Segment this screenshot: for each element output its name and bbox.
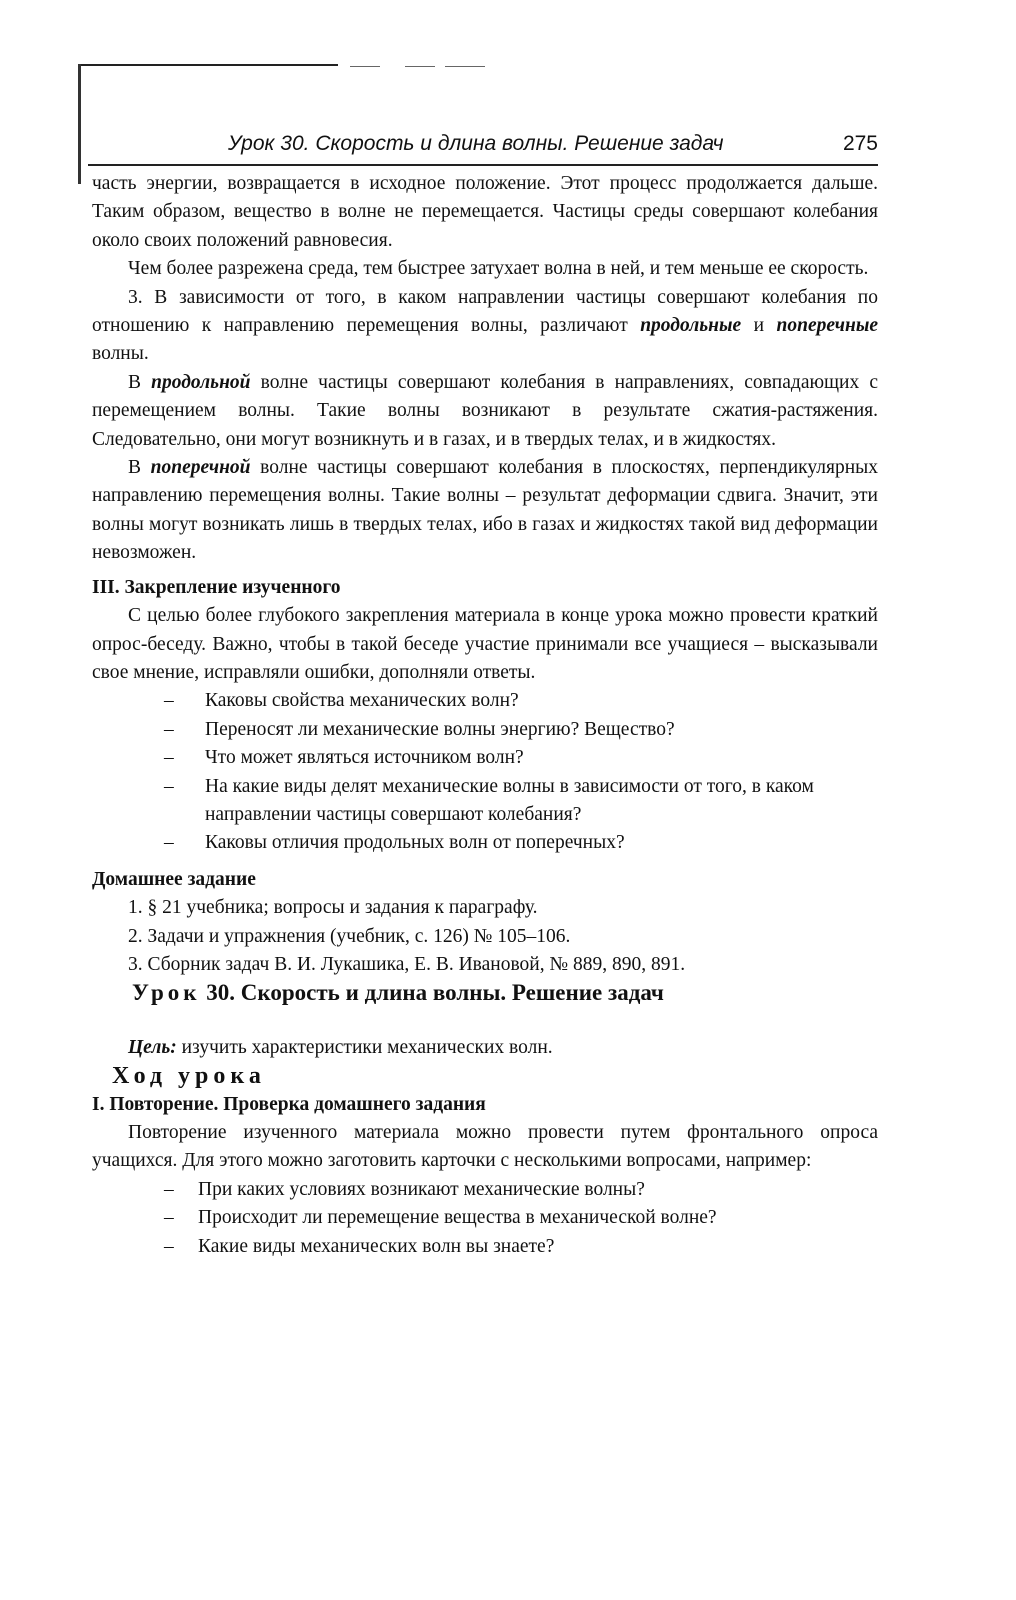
homework-item: 1. § 21 учебника; вопросы и задания к параграфу.	[128, 897, 538, 919]
question-text: При каких условиях возникают механические волны?	[198, 1178, 645, 1200]
list-item	[92, 716, 878, 744]
lesson-title	[92, 979, 878, 1007]
lesson-goal	[92, 1034, 878, 1062]
top-rule	[80, 64, 338, 66]
text: волны.	[92, 343, 149, 365]
question-list	[92, 687, 878, 857]
paragraph: Повторение изученного материала можно провести путем фронтального опроса учащихся. Для этого можно заготовить карточки с несколькими вопросами, например:	[92, 1122, 878, 1172]
paragraph	[92, 284, 878, 369]
lesson-title-prefix: Урок	[132, 980, 201, 1006]
text: В	[128, 457, 142, 479]
question-text: Каковы отличия продольных волн от поперечных?	[205, 832, 625, 854]
homework-list	[92, 894, 878, 979]
dash: –	[164, 747, 174, 769]
dash: –	[164, 1235, 174, 1257]
goal-text: изучить характеристики механических волн.	[181, 1036, 553, 1058]
running-header	[88, 130, 878, 166]
list-item	[92, 1233, 878, 1261]
dash: –	[164, 775, 174, 797]
text: 3. В зависимости от того, в каком направлении частицы совершают колебания по отношению к направлению перемещения волны, различают	[92, 286, 878, 337]
question-list	[92, 1176, 878, 1261]
term-transverse: поперечной	[150, 457, 251, 479]
goal-label: Цель:	[128, 1036, 177, 1058]
dash: –	[164, 832, 174, 854]
term-transverse: поперечные	[776, 315, 879, 337]
text: и	[753, 315, 765, 337]
text: волне частицы совершают колебания в плоскостях, перпендикулярных направлению перемещения волны. Такие волны – результат деформации сдвига. Значит, эти волны могут возникать лишь в твердых телах, ибо в газах и жидкостях такой вид деформации невозможен.	[92, 457, 878, 564]
list-item	[92, 744, 878, 772]
list-item	[92, 773, 878, 830]
dash: –	[164, 718, 174, 740]
question-text: Происходит ли перемещение вещества в механической волне?	[198, 1207, 717, 1229]
paragraph	[92, 454, 878, 568]
list-item	[92, 1204, 878, 1232]
homework-item: 2. Задачи и упражнения (учебник, с. 126) № 105–106.	[128, 925, 571, 947]
section-heading: III. Закрепление изученного	[92, 576, 341, 598]
homework-heading: Домашнее задание	[92, 868, 256, 890]
list-item	[92, 1176, 878, 1204]
top-dash	[445, 66, 485, 67]
term-longitudinal: продольные	[640, 315, 742, 337]
question-text: Каковы свойства механических волн?	[205, 690, 519, 712]
paragraph: Чем более разрежена среда, тем быстрее затухает волна в ней, и тем меньше ее скорость.	[128, 258, 869, 280]
text: волне частицы совершают колебания в направлениях, совпадающих с перемещением волны. Такие волны возникают в результате сжатия-растяжения. Следовательно, они могут возникнуть и в газах, и в твердых телах, и в жидкостях.	[92, 371, 879, 450]
dash: –	[164, 1207, 174, 1229]
homework-item: 3. Сборник задач В. И. Лукашика, Е. В. Ивановой, № 889, 890, 891.	[128, 953, 686, 975]
question-text: Переносят ли механические волны энергию? Вещество?	[205, 718, 675, 740]
question-text: Какие виды механических волн вы знаете?	[198, 1235, 555, 1257]
lesson-title-text: 30. Скорость и длина волны. Решение задач	[206, 980, 664, 1006]
term-longitudinal: продольной	[151, 371, 251, 393]
paragraph	[92, 369, 878, 454]
page-edge	[78, 64, 81, 184]
top-dash	[350, 66, 380, 67]
page-content	[92, 170, 878, 1261]
list-item	[92, 687, 878, 715]
course-heading: Ход урока	[112, 1063, 266, 1090]
paragraph: С целью более глубокого закрепления материала в конце урока можно провести краткий опрос-беседу. Важно, чтобы в такой беседе участие принимали все учащиеся – высказывали свое мнение, исправляли ошибки, дополняли ответы.	[92, 605, 878, 683]
question-text: Что может являться источником волн?	[205, 747, 524, 769]
paragraph: часть энергии, возвращается в исходное положение. Этот процесс продолжается дальше. Таким образом, вещество в волне не перемещается. Частицы среды совершают колебания около своих положений равновесия.	[92, 173, 878, 251]
question-text: На какие виды делят механические волны в зависимости от того, в каком направлении частицы совершают колебания?	[205, 775, 814, 825]
dash: –	[164, 1178, 174, 1200]
list-item	[92, 829, 878, 857]
text: В	[128, 371, 142, 393]
section-heading: I. Повторение. Проверка домашнего задания	[92, 1093, 486, 1115]
top-dash	[405, 66, 435, 67]
dash: –	[164, 690, 174, 712]
page-number: 275	[842, 132, 878, 155]
running-header-title: Урок 30. Скорость и длина волны. Решение задач	[228, 132, 724, 155]
